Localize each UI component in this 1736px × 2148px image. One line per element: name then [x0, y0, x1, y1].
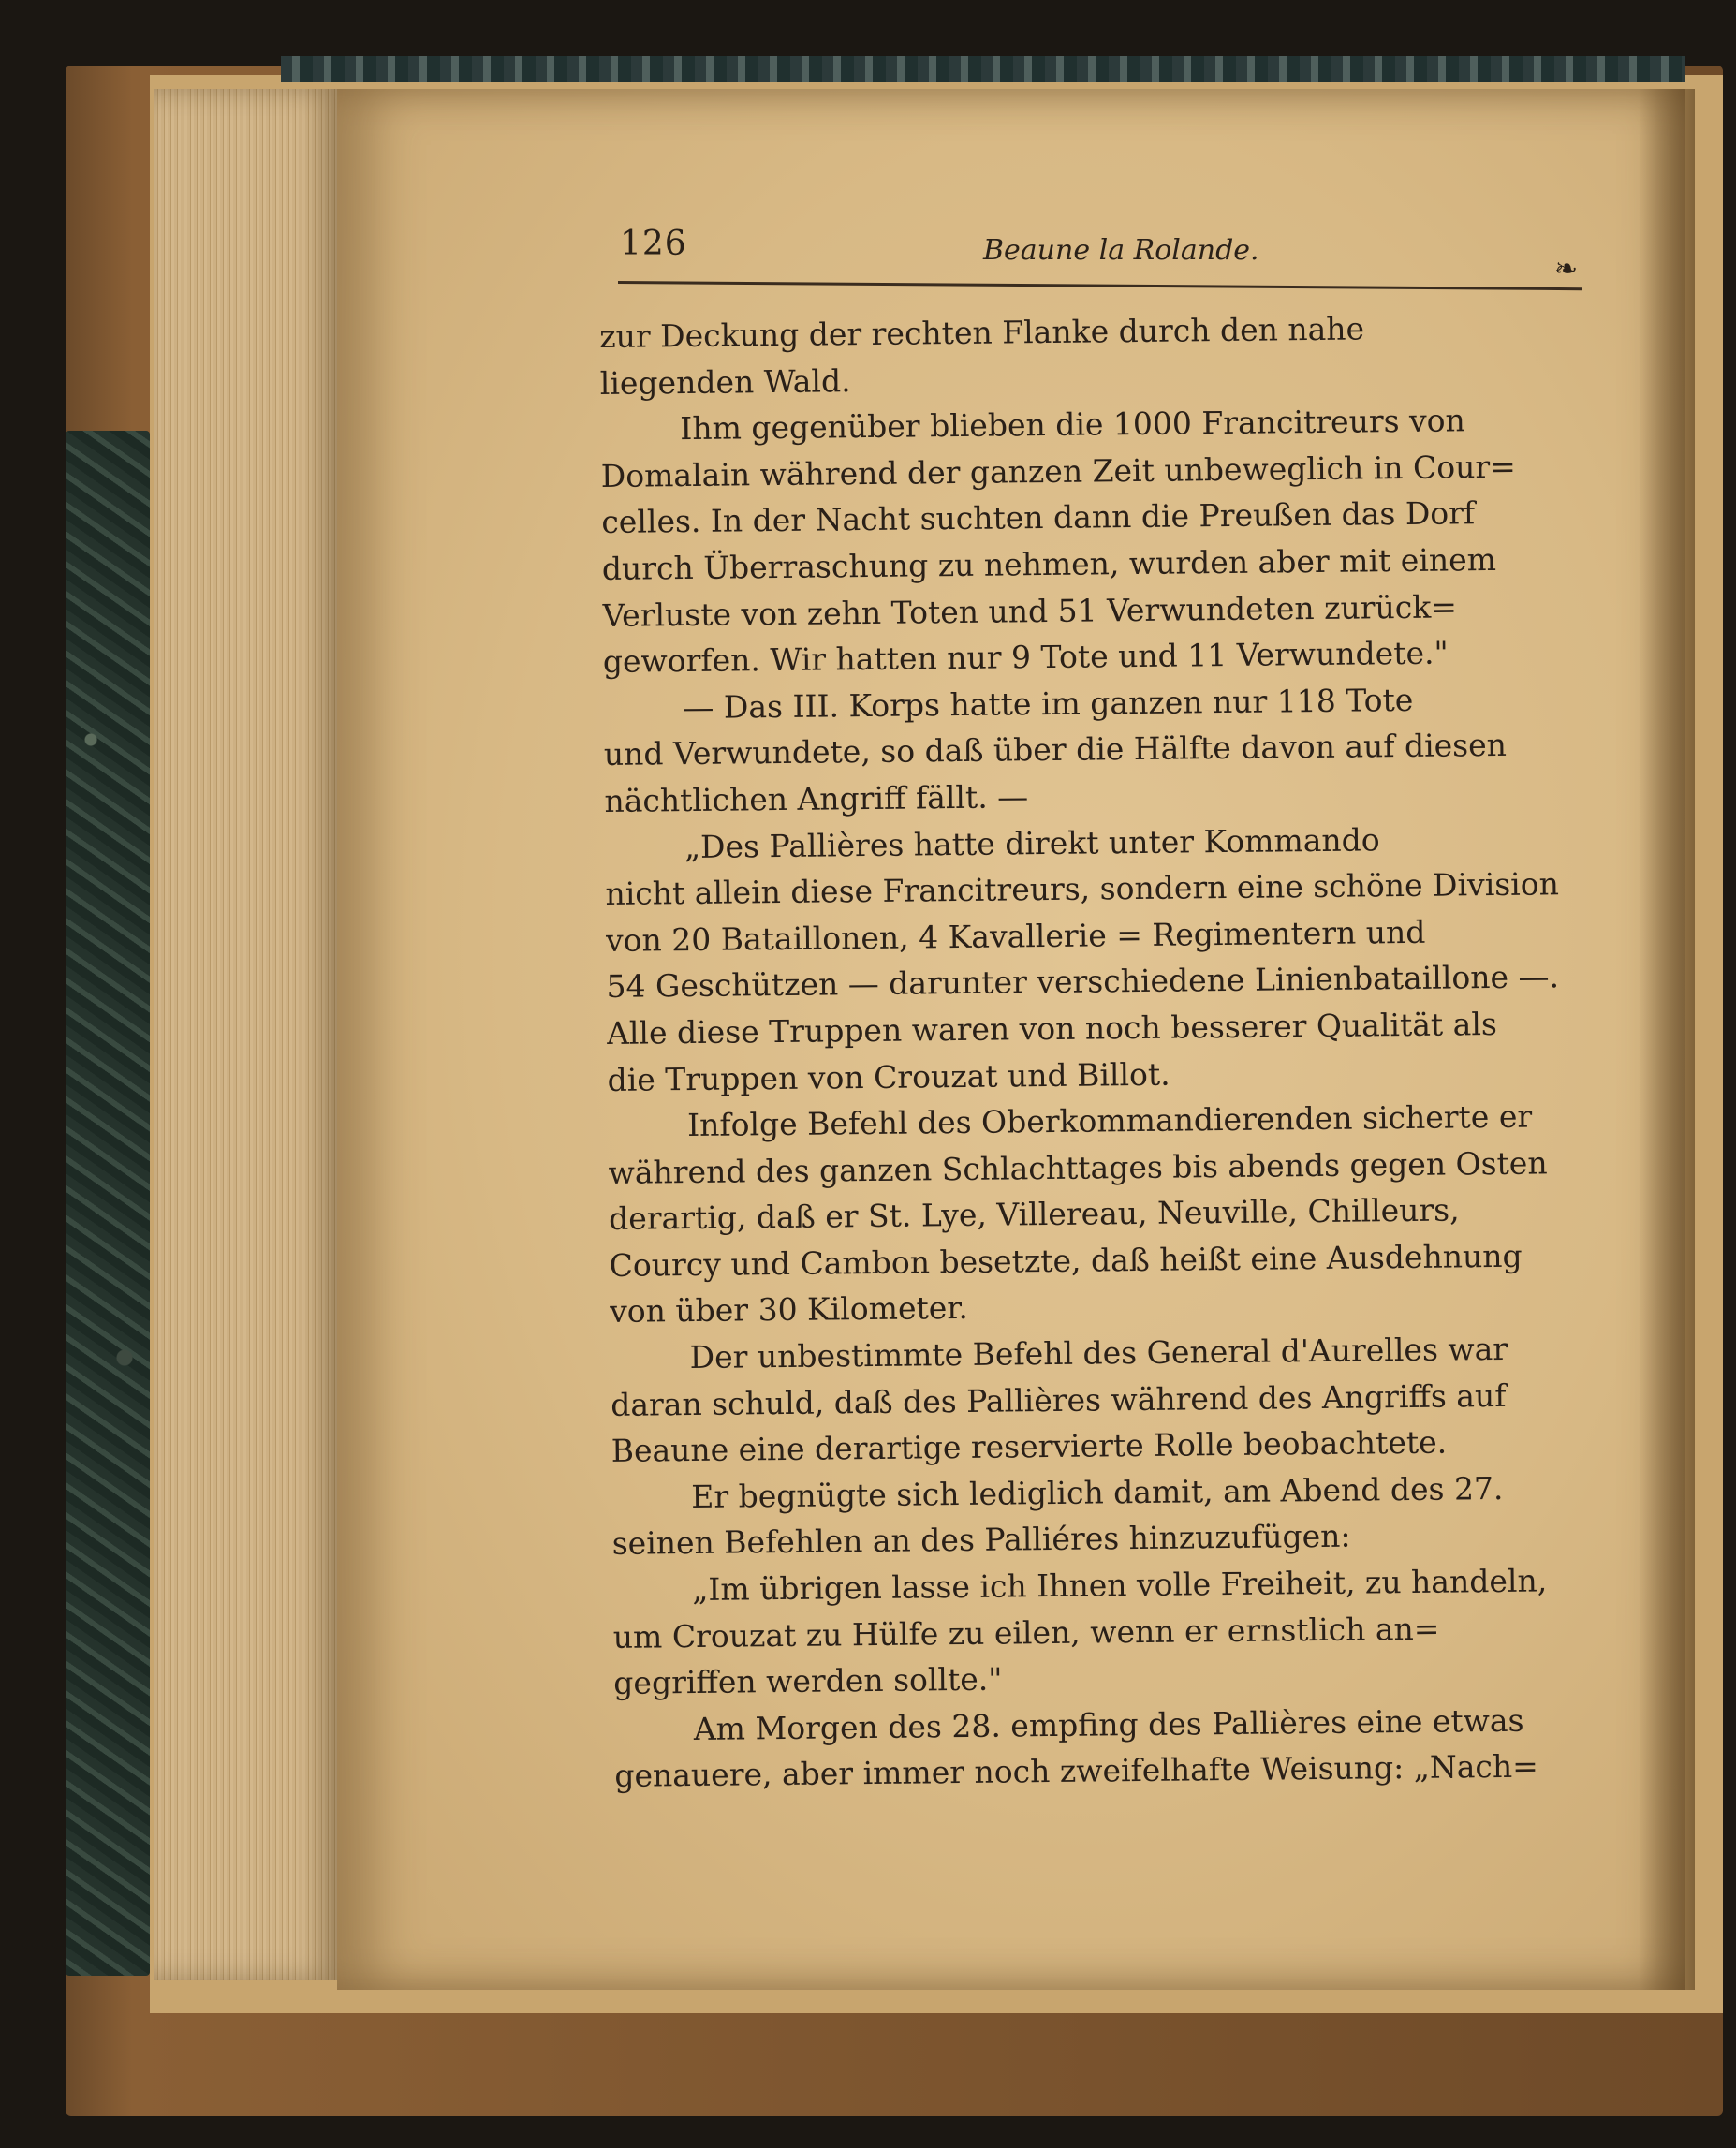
text-line: Courcy und Cambon besetzte, daß heißt eine Ausdehnung: [609, 1237, 1523, 1284]
text-line: Ihm gegenüber blieben die 1000 Francitreurs von: [680, 402, 1466, 448]
text-line: „Im übrigen lasse ich Ihnen volle Freiheit, zu handeln,: [692, 1562, 1548, 1609]
text-line: gegriffen werden sollte.": [613, 1660, 1003, 1702]
text-line: die Truppen von Crouzat und Billot.: [607, 1055, 1170, 1098]
text-line: celles. In der Nacht suchten dann die Preußen das Dorf: [601, 494, 1476, 541]
stacked-page-edges: [154, 89, 342, 1980]
text-line: um Crouzat zu Hülfe zu eilen, wenn er ernstlich an=: [612, 1610, 1440, 1655]
text-line: Verluste von zehn Toten und 51 Verwundeten zurück=: [602, 587, 1458, 634]
text-line: Beaune eine derartige reservierte Rolle beobachtete.: [611, 1423, 1448, 1470]
text-line: Am Morgen des 28. empfing des Pallières eine etwas: [693, 1701, 1524, 1747]
page-number: 126: [620, 225, 687, 263]
text-line: derartig, daß er St. Lye, Villereau, Neuville, Chilleurs,: [608, 1191, 1460, 1238]
text-line: Infolge Befehl des Oberkommandierenden sicherte er: [686, 1097, 1533, 1144]
text-line: — Das III. Korps hatte im ganzen nur 118 Tote: [683, 681, 1414, 726]
marbled-cover-edge: [66, 431, 150, 1976]
text-line: „Des Pallières hatte direkt unter Kommando: [684, 820, 1380, 865]
text-line: liegenden Wald.: [599, 361, 851, 402]
body-text: [599, 303, 1594, 1800]
ornament-mark: ❧: [1554, 253, 1579, 286]
top-page-edge: [281, 56, 1685, 82]
text-line: durch Überraschung zu nehmen, wurden aber mit einem: [601, 540, 1497, 587]
text-line: Alle diese Truppen waren von noch besserer Qualität als: [606, 1005, 1498, 1052]
running-title: Beaune la Rolande.: [983, 234, 1259, 267]
text-line: von über 30 Kilometer.: [609, 1289, 969, 1331]
text-line: von 20 Bataillonen, 4 Kavallerie = Regimentern und: [605, 913, 1426, 959]
text-line: Domalain während der ganzen Zeit unbeweglich in Cour=: [600, 448, 1517, 494]
text-line: Der unbestimmte Befehl des General d'Aurelles war: [689, 1330, 1508, 1376]
text-line: seinen Befehlen an des Palliéres hinzuzufügen:: [611, 1518, 1351, 1563]
text-line: während des ganzen Schlachttages bis abends gegen Osten: [608, 1144, 1548, 1191]
gutter-shadow: [1639, 89, 1695, 1990]
text-line: Er begnügte sich lediglich damit, am Abend des 27.: [691, 1469, 1504, 1515]
text-line: zur Deckung der rechten Flanke durch den nahe: [599, 310, 1365, 355]
text-line: nächtlichen Angriff fällt. —: [604, 778, 1029, 819]
text-line: und Verwundete, so daß über die Hälfte davon auf diesen: [603, 727, 1508, 773]
text-line: daran schuld, daß des Pallières während des Angriffs auf: [610, 1376, 1507, 1423]
text-line: 54 Geschützen — darunter verschiedene Linienbataillone —.: [606, 958, 1560, 1006]
text-line: nicht allein diese Francitreurs, sondern eine schöne Division: [605, 865, 1560, 913]
text-line: genauere, aber immer noch zweifelhafte Weisung: „Nach=: [614, 1747, 1538, 1795]
text-line: geworfen. Wir hatten nur 9 Tote und 11 Verwundete.": [602, 634, 1449, 681]
